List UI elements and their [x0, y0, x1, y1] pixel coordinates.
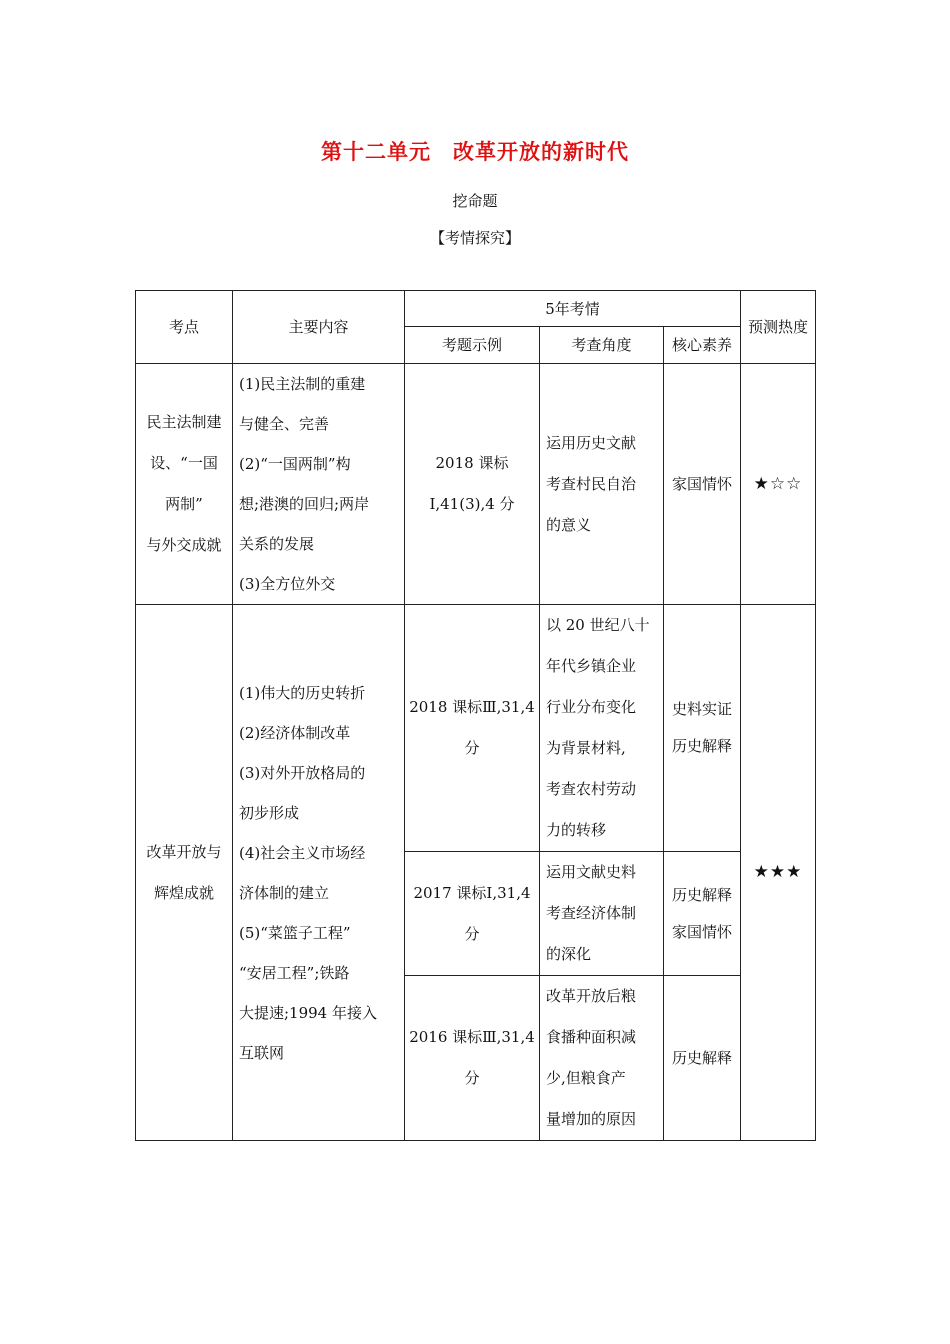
header-content: 主要内容: [233, 291, 405, 364]
header-kaodian: 考点: [136, 291, 233, 364]
header-example: 考题示例: [405, 327, 540, 364]
row2b-example: 2017 课标Ⅰ,31,4 分: [405, 852, 540, 976]
header-heat: 预测热度: [741, 291, 816, 364]
header-literacy: 核心素养: [664, 327, 741, 364]
row1-kaodian: 民主法制建 设、“一国 两制” 与外交成就: [136, 364, 233, 605]
row2c-literacy: 历史解释: [664, 976, 741, 1141]
subtitle: 挖命题: [452, 192, 498, 210]
row2-heat: ★★★: [741, 605, 816, 1141]
section-heading: 【考情探究】: [429, 229, 520, 247]
exam-analysis-table: [135, 290, 816, 1141]
row2a-literacy: 史料实证 历史解释: [664, 605, 741, 852]
row2a-angle: 以 20 世纪八十 年代乡镇企业 行业分布变化 为背景材料, 考查农村劳动 力的转移: [540, 605, 664, 852]
row2-kaodian: 改革开放与 辉煌成就: [136, 605, 233, 1141]
row2b-angle: 运用文献史料 考查经济体制 的深化: [540, 852, 664, 976]
header-five-year: 5年考情: [405, 291, 741, 327]
row2-content: (1)伟大的历史转折 (2)经济体制改革 (3)对外开放格局的 初步形成 (4)社会主义市场经 济体制的建立 (5)“菜篮子工程” “安居工程”;铁路 大提速;1994 年接入 互联网: [233, 605, 405, 1141]
header-angle: 考查角度: [540, 327, 664, 364]
row1-heat: ★☆☆: [741, 364, 816, 605]
row1-example: 2018 课标 Ⅰ,41(3),4 分: [405, 364, 540, 605]
row2b-literacy: 历史解释 家国情怀: [664, 852, 741, 976]
row1-literacy: 家国情怀: [664, 364, 741, 605]
row1-content: (1)民主法制的重建 与健全、完善 (2)“一国两制”构 想;港澳的回归;两岸 关系的发展 (3)全方位外交: [233, 364, 405, 605]
row2a-example: 2018 课标Ⅲ,31,4 分: [405, 605, 540, 852]
row1-angle: 运用历史文献 考查村民自治 的意义: [540, 364, 664, 605]
row2c-example: 2016 课标Ⅲ,31,4 分: [405, 976, 540, 1141]
page-title: 第十二单元 改革开放的新时代: [321, 139, 629, 164]
row2c-angle: 改革开放后粮 食播种面积减 少,但粮食产 量增加的原因: [540, 976, 664, 1141]
